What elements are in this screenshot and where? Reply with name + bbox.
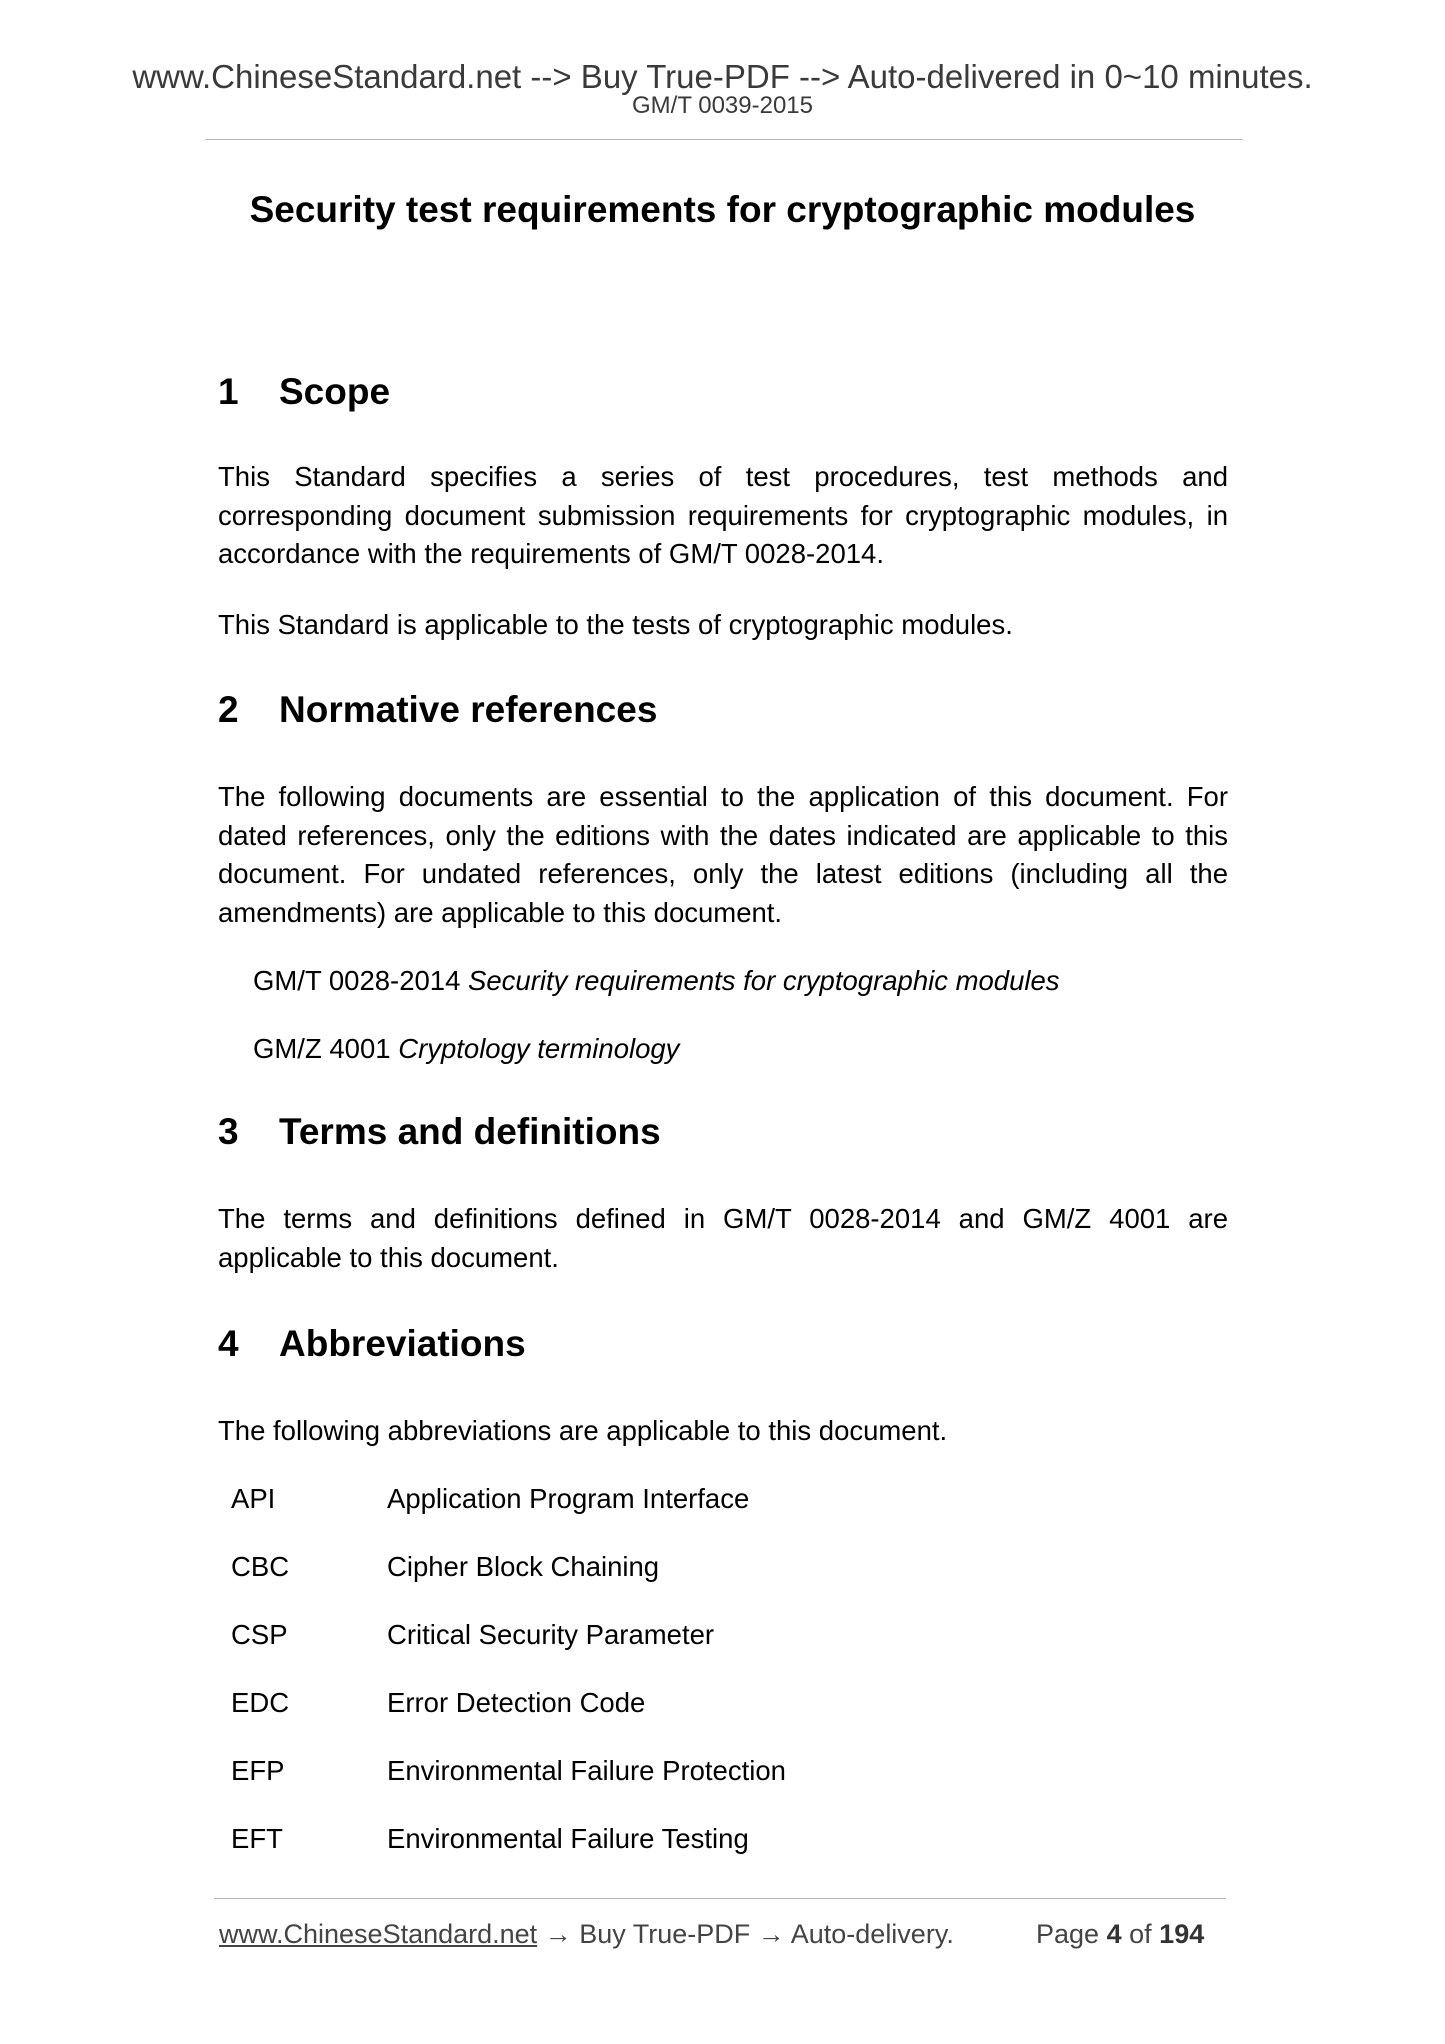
abbreviations-intro xyxy=(218,1412,1228,1451)
abbreviation-meaning: Environmental Failure Testing xyxy=(387,1823,749,1854)
section-heading-abbreviations xyxy=(218,1322,526,1366)
abbreviation-code: CBC xyxy=(231,1551,290,1582)
abbreviation-meaning: Application Program Interface xyxy=(387,1483,750,1514)
abbreviation-code: API xyxy=(231,1483,276,1514)
current-page: 4 xyxy=(1106,1919,1122,1949)
section-title: Normative references xyxy=(279,689,658,730)
abbreviation-code: EFP xyxy=(231,1755,285,1786)
header-banner: www.ChineseStandard.net --> Buy True-PDF --> Auto-delivered in 0~10 minutes. xyxy=(132,58,1313,95)
abbreviation-code: EFT xyxy=(231,1823,283,1854)
section-number: 4 xyxy=(218,1323,239,1364)
footer-link[interactable]: www.ChineseStandard.net xyxy=(219,1919,538,1949)
document-id: GM/T 0039-2015 xyxy=(632,92,813,119)
terms-paragraph xyxy=(218,1200,1228,1277)
abbreviation-meaning: Error Detection Code xyxy=(387,1687,646,1718)
reference-title: Cryptology terminology xyxy=(398,1033,680,1064)
scope-paragraph-1 xyxy=(218,458,1228,574)
header-divider xyxy=(205,139,1243,140)
footer-text: → Buy True-PDF → Auto-delivery. xyxy=(537,1919,954,1949)
of-label: of xyxy=(1129,1919,1152,1949)
abbreviation-row xyxy=(231,1820,749,1858)
abbreviation-row xyxy=(231,1616,714,1654)
page-counter xyxy=(1036,1917,1204,1951)
abbreviation-code: EDC xyxy=(231,1687,290,1718)
footer-divider xyxy=(214,1898,1226,1899)
paragraph-text: The terms and definitions defined in GM/T 0028-2014 and GM/Z 4001 are applicable to this document. xyxy=(218,1203,1228,1273)
paragraph-text: This Standard specifies a series of test procedures, test methods and corresponding document submission requirements for cryptographic modules, in accordance with the requirements of GM/T 0028-2014. xyxy=(218,461,1228,569)
section-heading-terms xyxy=(218,1110,661,1154)
page-label: Page xyxy=(1036,1919,1100,1949)
abbreviation-row xyxy=(231,1752,786,1790)
reference-code: GM/Z 4001 xyxy=(253,1033,391,1064)
total-pages: 194 xyxy=(1159,1919,1205,1949)
reference-title: Security requirements for cryptographic modules xyxy=(468,965,1060,996)
abbreviation-meaning: Environmental Failure Protection xyxy=(387,1755,786,1786)
footer-promo xyxy=(219,1917,954,1951)
paragraph-text: The following documents are essential to the application of this document. For dated references, only the editions with the dates indicated are applicable to this document. For undated references, only the latest editions (including all the amendments) are applicable to this document. xyxy=(218,781,1228,928)
reference-item xyxy=(253,962,1060,1000)
scope-paragraph-2 xyxy=(218,606,1228,645)
section-title: Abbreviations xyxy=(279,1323,526,1364)
abbreviation-meaning: Cipher Block Chaining xyxy=(387,1551,660,1582)
section-heading-scope xyxy=(218,370,390,414)
section-title: Scope xyxy=(279,371,391,412)
section-number: 3 xyxy=(218,1111,239,1152)
abbreviation-row xyxy=(231,1684,645,1722)
reference-code: GM/T 0028-2014 xyxy=(253,965,461,996)
abbreviation-row xyxy=(231,1548,659,1586)
abbreviation-row xyxy=(231,1480,749,1518)
section-number: 2 xyxy=(218,689,239,730)
section-number: 1 xyxy=(218,371,239,412)
paragraph-text: This Standard is applicable to the tests of cryptographic modules. xyxy=(218,609,1013,640)
section-heading-normative-references xyxy=(218,688,657,732)
section-title: Terms and definitions xyxy=(279,1111,661,1152)
references-paragraph xyxy=(218,778,1228,932)
paragraph-text: The following abbreviations are applicable to this document. xyxy=(218,1415,948,1446)
abbreviation-code: CSP xyxy=(231,1619,288,1650)
reference-item xyxy=(253,1030,679,1068)
document-title: Security test requirements for cryptographic modules xyxy=(249,189,1196,230)
abbreviation-meaning: Critical Security Parameter xyxy=(387,1619,715,1650)
